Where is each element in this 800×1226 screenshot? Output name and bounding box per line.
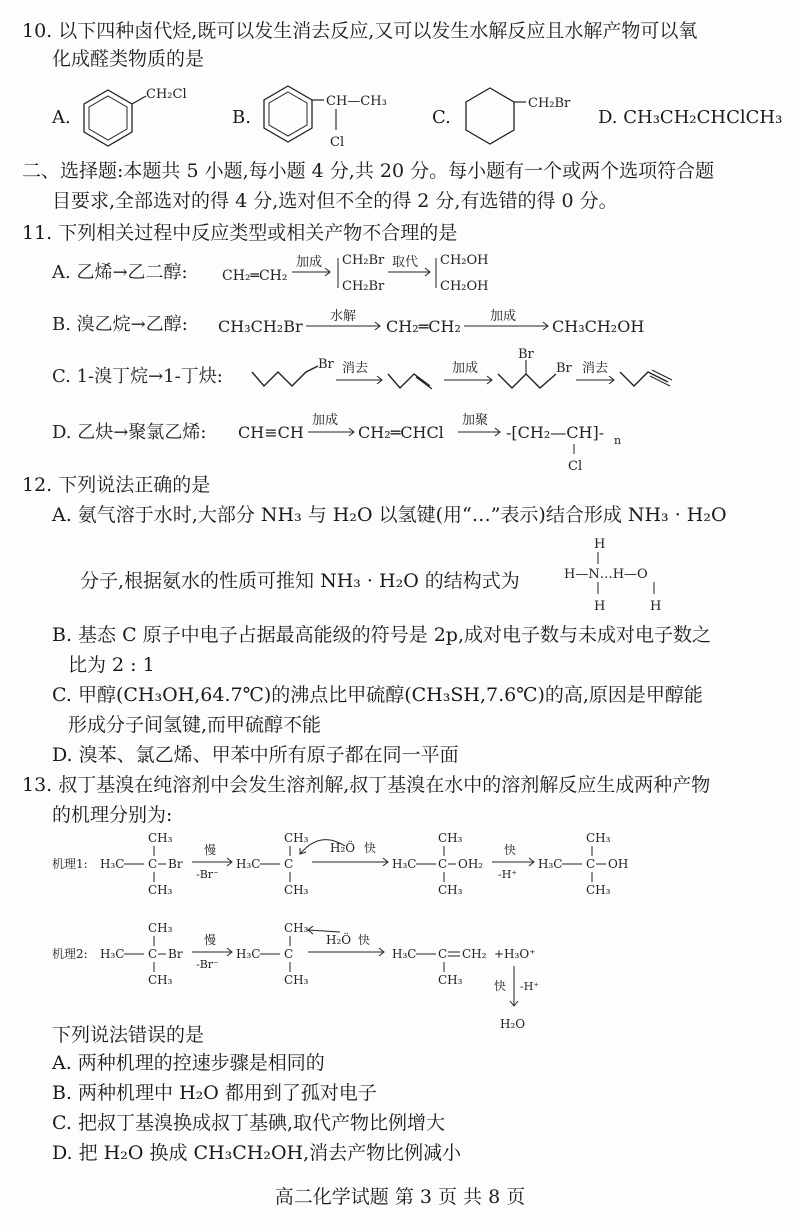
q13-m2-ch3-top: CH₃: [148, 921, 173, 935]
q13-m1-prod-h3c: H₃C: [538, 857, 563, 871]
q11-a-arrow2-label: 取代: [392, 255, 419, 270]
q11-a-arrow1-label: 加成: [296, 255, 323, 270]
q10-option-b-structure: [252, 76, 402, 156]
q13-m2-alkene-ch3: CH₃: [438, 973, 463, 987]
q13-m1-minus-br: -Br⁻: [196, 868, 219, 881]
q11-c-br1: Br: [318, 357, 334, 372]
q13-option-a: A. 两种机理的控速步骤是相同的: [52, 1052, 325, 1074]
q13-m1-minus-h: -H⁺: [498, 868, 518, 881]
q12-a-struct-main: H—N…H—O: [564, 567, 648, 582]
q13-option-b: B. 两种机理中 H₂O 都用到了孤对电子: [52, 1082, 377, 1104]
q11-b-prod: CH₃CH₂OH: [552, 317, 645, 336]
q13-m1-fast2: 快: [504, 843, 517, 857]
q10-option-a-label: A.: [52, 107, 71, 128]
q13-question: 下列说法错误的是: [52, 1024, 205, 1046]
q12-b-line2: 比为 2 : 1: [68, 654, 155, 676]
q13-m2-c: C: [148, 947, 158, 961]
q13-m2-alkene-c: C: [438, 947, 448, 961]
q13-m2-alkene-h3c: H₃C: [392, 947, 417, 961]
q13-m1-ch3-top: CH₃: [148, 831, 173, 845]
q11-c-label: C. 1-溴丁烷→1-丁炔:: [52, 366, 223, 387]
q13-m2-br: Br: [168, 947, 183, 961]
q10-stem-line1: 10. 以下四种卤代烃,既可以发生消去反应,又可以发生水解反应且水解产物可以氧: [22, 20, 698, 42]
q11-c-dibromobutane: [498, 374, 556, 388]
q13-m2-minus-br: -Br⁻: [196, 958, 219, 971]
q11-b-arrow1-label: 水解: [330, 309, 357, 324]
q13-m1-oxonium-oh2: OH₂: [458, 857, 484, 871]
q11-a-prod-top: CH₂OH: [440, 253, 489, 268]
q13-m1-oxonium-ch3-bot: CH₃: [438, 883, 463, 897]
q11-b-reactant: CH₃CH₂Br: [218, 317, 303, 336]
q13-m2-slow: 慢: [204, 933, 217, 947]
q13-m1-cation-ch3-bot: CH₃: [284, 883, 309, 897]
q13-m1-prod-ch3-bot: CH₃: [586, 883, 611, 897]
q12-a-struct-h-o: H: [650, 599, 662, 614]
q10-stem-line2: 化成醛类物质的是: [52, 48, 205, 70]
q10-option-d: D. CH₃CH₂CHClCH₃: [598, 107, 783, 128]
q13-option-c: C. 把叔丁基溴换成叔丁基碘,取代产物比例增大: [52, 1112, 445, 1134]
q11-d-reactant: CH≡CH: [238, 423, 304, 442]
q12-a-struct-h-bot: H: [594, 599, 606, 614]
q10-option-c-label: C.: [432, 107, 451, 128]
q13-m1-oxonium-h3c: H₃C: [392, 857, 417, 871]
q13-m2-cation-ch3-bot: CH₃: [284, 973, 309, 987]
q13-option-d: D. 把 H₂O 换成 CH₃CH₂OH,消去产物比例减小: [52, 1142, 462, 1164]
q13-m2-ch3-bot: CH₃: [148, 973, 173, 987]
page-footer: 高二化学试题 第 3 页 共 8 页: [274, 1186, 526, 1208]
q11-c-bromobutane: [252, 366, 318, 386]
q12-a-struct-h-top: H: [594, 537, 606, 552]
section2-instructions-line1: 二、选择题:本题共 5 小题,每小题 4 分,共 20 分。每小题有一个或两个选项符合题: [22, 160, 715, 182]
q11-c-arrow2-label: 加成: [452, 361, 479, 376]
cyclohexane-ring: [466, 88, 514, 144]
q13-m1-slow: 慢: [204, 843, 217, 857]
q12-stem: 12. 下列说法正确的是: [22, 474, 211, 496]
q11-stem: 11. 下列相关过程中反应类型或相关产物不合理的是: [22, 222, 458, 244]
q13-m1-h3c: H₃C: [100, 857, 125, 871]
q10-b-group: CH—CH₃: [326, 94, 387, 109]
q13-m2-water: H₂Ö: [326, 933, 352, 947]
q13-m1-label: 机理1:: [52, 857, 88, 871]
q11-b-label: B. 溴乙烷→乙醇:: [52, 314, 188, 335]
q11-options: [0, 248, 800, 478]
q13-m2-minus-h: -H⁺: [520, 980, 540, 993]
section2-instructions-line2: 目要求,全部选对的得 4 分,选对但不全的得 2 分,有选错的得 0 分。: [52, 190, 618, 212]
q13-m2-h3c: H₃C: [100, 947, 125, 961]
q13-m2-h2o: H₂O: [500, 1017, 526, 1031]
q11-c-arrow1-label: 消去: [342, 361, 369, 376]
q13-m1-oxonium-ch3-top: CH₃: [438, 831, 463, 845]
q12-c-line1: C. 甲醇(CH₃OH,64.7℃)的沸点比甲硫醇(CH₃SH,7.6℃)的高,原因是甲醇能: [52, 684, 703, 706]
q11-a-reactant: CH₂═CH₂: [222, 268, 288, 284]
q10-option-a-structure: [72, 76, 202, 156]
benzene-ring-a: [84, 90, 132, 146]
q11-a-mid-bot: CH₂Br: [342, 279, 385, 294]
q12-c-line2: 形成分子间氢键,而甲硫醇不能: [68, 714, 322, 736]
q12-d-line: D. 溴苯、氯乙烯、甲苯中所有原子都在同一平面: [52, 744, 459, 766]
q13-m1-prod-ch3-top: CH₃: [586, 831, 611, 845]
q10-options: [0, 76, 800, 156]
q12-a-line2: 分子,根据氨水的性质可推知 NH₃ · H₂O 的结构式为: [80, 570, 520, 592]
q10-c-group: CH₂Br: [528, 96, 571, 111]
q11-a-prod-bot: CH₂OH: [440, 279, 489, 294]
q13-m1-br: Br: [168, 857, 183, 871]
q11-c-arrow3-label: 消去: [582, 361, 609, 376]
q11-c-br3: Br: [556, 361, 572, 376]
q11-d-prod: -[CH₂—CH]-: [506, 423, 605, 442]
q10-option-c-structure: [452, 76, 592, 156]
q13-m1-c: C: [148, 857, 158, 871]
q13-m2-cation-ch3-top: CH₃: [284, 921, 309, 935]
q13-m1-water: H₂Ö: [330, 841, 356, 855]
benzene-ring-b: [264, 86, 312, 142]
q10-option-b-label: B.: [232, 107, 251, 128]
q13-m1-fast: 快: [364, 841, 377, 855]
q11-a-label: A. 乙烯→乙二醇:: [52, 262, 188, 283]
q13-m2-fast2: 快: [494, 979, 507, 993]
q10-a-group: CH₂Cl: [146, 87, 187, 102]
q13-m1-cation-c: C: [284, 857, 294, 871]
q11-b-arrow2-label: 加成: [490, 309, 517, 324]
q12-a-structure: [562, 530, 672, 620]
q13-stem-line1: 13. 叔丁基溴在纯溶剂中会发生溶剂解,叔丁基溴在水中的溶剂解反应生成两种产物: [22, 774, 711, 796]
q13-m2-fast: 快: [358, 933, 371, 947]
q11-b-mid: CH₂═CH₂: [386, 317, 461, 336]
q11-d-mid: CH₂═CHCl: [358, 423, 444, 442]
q13-stem-line2: 的机理分别为:: [52, 804, 173, 826]
q11-a-mid-top: CH₂Br: [342, 253, 385, 268]
q13-m2-alkene-ch2: CH₂: [462, 947, 487, 961]
q11-d-arrow1-label: 加成: [312, 413, 339, 428]
q13-m2-h3o: +H₃O⁺: [494, 947, 536, 961]
q13-m2-cation-c: C: [284, 947, 294, 961]
q13-m2-cation-h3c: H₃C: [236, 947, 261, 961]
q12-b-line1: B. 基态 C 原子中电子占据最高能级的符号是 2p,成对电子数与未成对电子数之: [52, 624, 711, 646]
q10-b-cl: Cl: [330, 135, 345, 150]
q11-d-prod-n: n: [614, 434, 622, 447]
q13-m1-prod-c: C: [586, 857, 596, 871]
q11-d-label: D. 乙炔→聚氯乙烯:: [52, 422, 207, 443]
q13-mechanisms: [0, 826, 800, 1046]
q13-m1-ch3-bot: CH₃: [148, 883, 173, 897]
q11-d-arrow2-label: 加聚: [462, 413, 489, 428]
q13-m1-cation-h3c: H₃C: [236, 857, 261, 871]
q13-m1-cation-ch3-top: CH₃: [284, 831, 309, 845]
benzene-inner-ring-a: [89, 96, 127, 140]
q11-d-prod-cl: Cl: [568, 459, 583, 474]
q12-a-line1: A. 氨气溶于水时,大部分 NH₃ 与 H₂O 以氢键(用“…”表示)结合形成 NH₃ · H₂O: [52, 504, 727, 526]
q13-m1-prod-oh: OH: [608, 857, 629, 871]
q13-m1-oxonium-c: C: [438, 857, 448, 871]
q11-c-butene: [388, 374, 430, 388]
q11-c-br2: Br: [518, 347, 534, 362]
q13-m2-label: 机理2:: [52, 947, 88, 961]
